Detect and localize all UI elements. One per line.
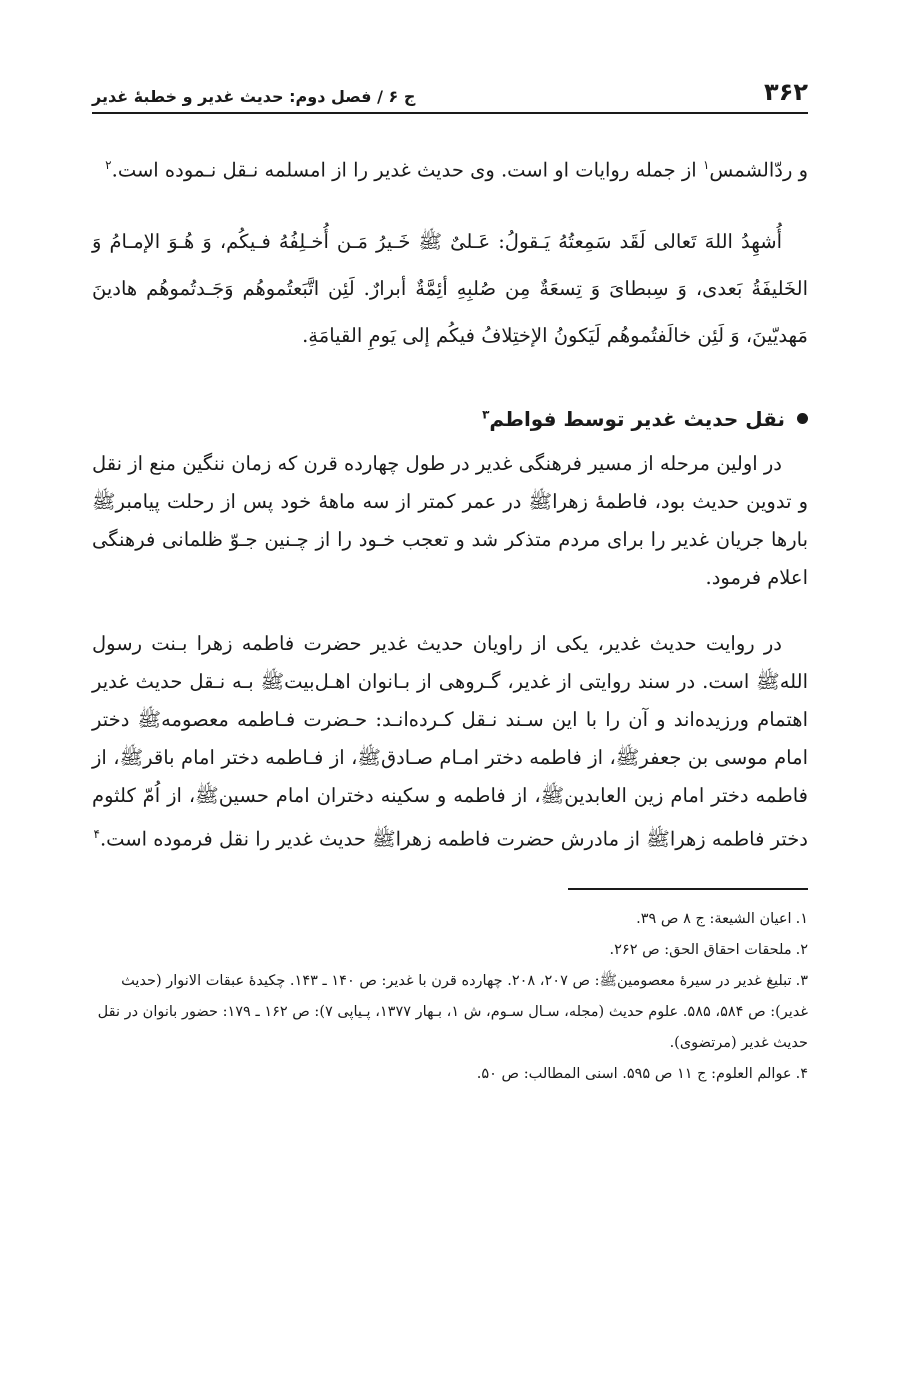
footnote-ref-4[interactable]: ۴ <box>93 826 100 841</box>
section-heading <box>92 407 808 431</box>
footnote-ref-2[interactable]: ۲ <box>105 158 112 172</box>
intro-text-a: و ردّالشمس <box>709 158 808 182</box>
intro-paragraph <box>92 146 808 190</box>
paragraph-2: در روایت حدیث غدیر، یکی از راویان حدیث غدیر حضرت فاطمه زهرا بـنت رسول اللهﷺ است. در سند روایتی از غدیر، گـروهی از بـانوان اهـل‌بیتﷺ بـه نـقل حدیث غدیر اهتمام ورزیده‌اند و آن را با این سـند نـقل کـرده‌انـد: حـضرت فـاطمه معصومهﷺ دختر امام موسی بن جعفرﷺ، از فاطمه دختر امـام صـادقﷺ، از فـاطمه دختر امام باقرﷺ، از فاطمه دختر امام زین العابدینﷺ، از فاطمه و سکینه دختران امام حسینﷺ، از اُمّ کلثوم دختر فاطمه زهراﷺ از مادرش حضرت فاطمه زهراﷺ حدیث غدیر را نقل فرموده است.$^۴$ <box>92 631 808 850</box>
footnote-item: ۱.اعیان الشیعة: ج ۸ ص ۳۹. <box>636 911 808 927</box>
paragraph-1: در اولین مرحله از مسیر فرهنگی غدیر در طول چهارده قرن که زمان ننگین منع از نقل و تدوین حدیث بود، فاطمهٔ زهراﷺ در عمر کمتر از سه ماههٔ خود پس از رحلت پیامبرﷺ بارها جریان غدیر را برای مردم متذکر شد و تعجب خـود را از چـنین جـوّ ظلمانی فرهنگی اعلام فرمود. <box>92 451 808 589</box>
footnotes <box>92 904 808 1090</box>
page-number: ۳۶۲ <box>764 78 808 106</box>
footnote-divider <box>568 888 808 890</box>
footnote-ref-1[interactable]: ۱ <box>702 158 710 172</box>
bullet-icon <box>797 413 808 424</box>
section-title-text: نقل حدیث غدیر توسط فواطم$^۳$ <box>482 406 785 431</box>
footnote-item: ۳.تبلیغ غدیر در سیرهٔ معصومینﷺ: ص ۲۰۷، ۲۰۸. چهارده قرن با غدیر: ص ۱۴۰ ـ ۱۴۳. چکیدهٔ عبقات الانوار (حدیث غدیر): ص ۵۸۴، ۵۸۵. علوم حدیث (مجله، سـال سـوم، ش ۱، بـهار ۱۳۷۷، پـیاپی ۷): ص ۱۶۲ ـ ۱۷۹: حضور بانوان در نقل حدیث غدیر (مرتضوی). <box>97 973 808 1051</box>
page-content <box>92 146 808 1090</box>
footnote-item: ۴.عوالم العلوم: ج ۱۱ ص ۵۹۵. اسنی المطالب: ص ۵۰. <box>476 1066 808 1082</box>
hadith-quote: أُشهِدُ اللهَ تَعالی لَقَد سَمِعتُهُ یَـقولُ: عَـلیٌ ﷺ خَـیرُ مَـن أُخـلِفُهُ فـیکُم، وَ هُـوَ الإمـامُ وَ الخَلیفَةُ بَعدی، وَ سِبطایَ وَ تِسعَةٌ مِن صُلبِهِ أئِمَّةٌ أبرارٌ. لَئِن اتَّبَعتُموهُم وَجَـدتُموهُم هادینَ مَهدیّینَ، وَ لَئِن خالَفتُموهُم لَیَکونُ الإختِلافُ فیکُم إلی یَومِ القیامَةِ. <box>92 229 808 347</box>
intro-text-b: از جمله روایات او است. وی حدیث غدیر را از امسلمه نـقل نـموده است. <box>111 158 703 182</box>
footnote-ref-3[interactable]: ۳ <box>482 406 490 421</box>
footnote-item: ۲.ملحقات احقاق الحق: ص ۲۶۲. <box>609 942 808 958</box>
page-header <box>92 70 808 114</box>
running-head: ج ۶ / فصل دوم: حدیث غدیر و خطبهٔ غدیر <box>92 87 416 106</box>
